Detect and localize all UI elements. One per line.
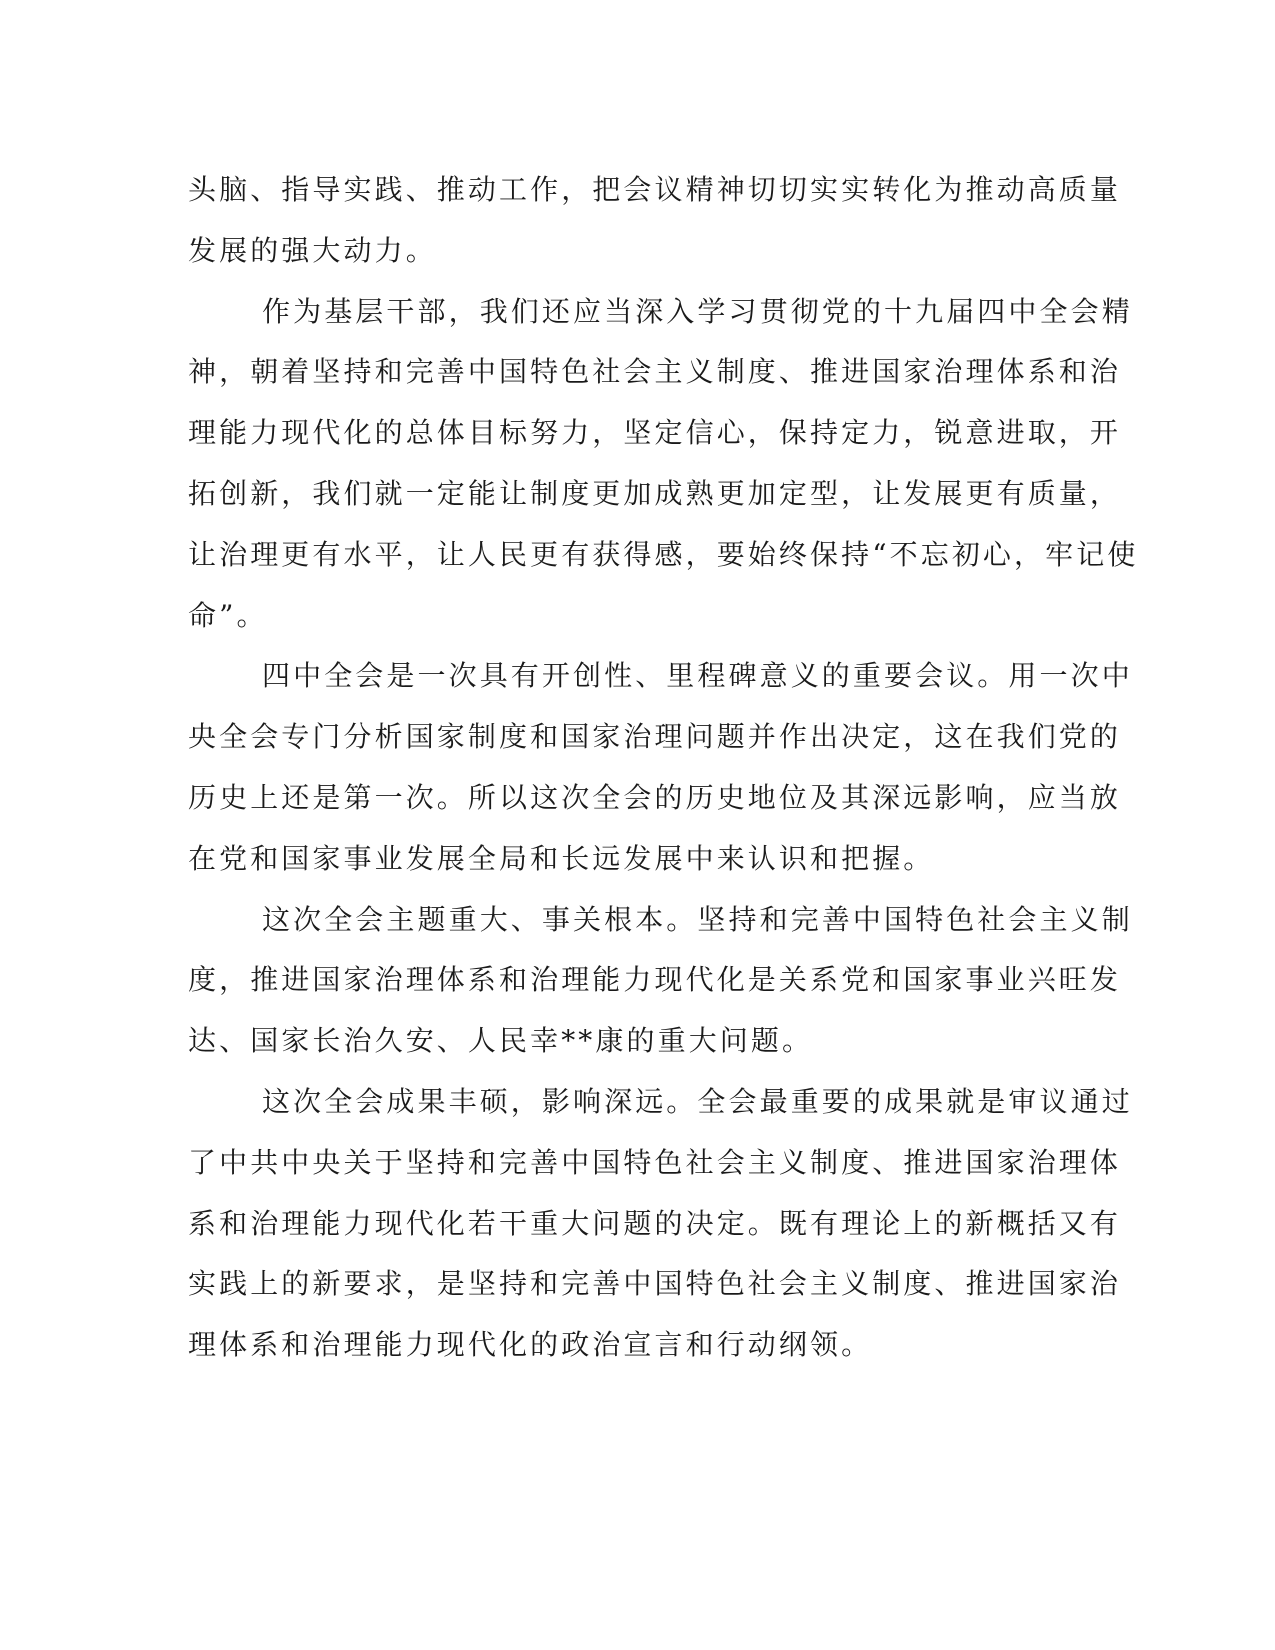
document-body xyxy=(188,160,1139,1376)
paragraph xyxy=(188,282,1139,647)
paragraph-line: 央全会专门分析国家制度和国家治理问题并作出决定，这在我们党的 xyxy=(188,720,1122,754)
paragraph-line: 拓创新，我们就一定能让制度更加成熟更加定型，让发展更有质量， xyxy=(188,476,1122,510)
paragraph xyxy=(188,890,1133,1072)
paragraph xyxy=(188,160,1122,282)
paragraph-line: 命”。 xyxy=(188,598,268,632)
paragraph-line: 让治理更有水平，让人民更有获得感，要始终保持“不忘初心，牢记使 xyxy=(188,537,1139,571)
paragraph-line: 达、国家长治久安、人民幸**康的重大问题。 xyxy=(188,1024,814,1058)
paragraph-line: 系和治理能力现代化若干重大问题的决定。既有理论上的新概括又有 xyxy=(188,1206,1122,1240)
paragraph-line: 神，朝着坚持和完善中国特色社会主义制度、推进国家治理体系和治 xyxy=(188,355,1122,389)
paragraph-line: 发展的强大动力。 xyxy=(188,233,437,267)
paragraph-line: 这次全会主题重大、事关根本。坚持和完善中国特色社会主义制 xyxy=(262,902,1133,936)
paragraph-line: 理体系和治理能力现代化的政治宣言和行动纲领。 xyxy=(188,1328,873,1362)
paragraph-line: 理能力现代化的总体目标努力，坚定信心，保持定力，锐意进取，开 xyxy=(188,416,1122,450)
paragraph-line: 在党和国家事业发展全局和长远发展中来认识和把握。 xyxy=(188,841,935,875)
paragraph-line: 四中全会是一次具有开创性、里程碑意义的重要会议。用一次中 xyxy=(262,659,1133,693)
paragraph-line: 作为基层干部，我们还应当深入学习贯彻党的十九届四中全会精 xyxy=(262,294,1133,328)
paragraph-line: 了中共中央关于坚持和完善中国特色社会主义制度、推进国家治理体 xyxy=(188,1145,1122,1179)
paragraph-line: 历史上还是第一次。所以这次全会的历史地位及其深远影响，应当放 xyxy=(188,780,1122,814)
paragraph xyxy=(188,1072,1133,1376)
paragraph-line: 这次全会成果丰硕，影响深远。全会最重要的成果就是审议通过 xyxy=(262,1084,1133,1118)
paragraph-line: 头脑、指导实践、推动工作，把会议精神切切实实转化为推动高质量 xyxy=(188,173,1122,206)
paragraph xyxy=(188,646,1133,889)
paragraph-line: 实践上的新要求，是坚持和完善中国特色社会主义制度、推进国家治 xyxy=(188,1267,1122,1301)
paragraph-line: 度，推进国家治理体系和治理能力现代化是关系党和国家事业兴旺发 xyxy=(188,963,1122,997)
